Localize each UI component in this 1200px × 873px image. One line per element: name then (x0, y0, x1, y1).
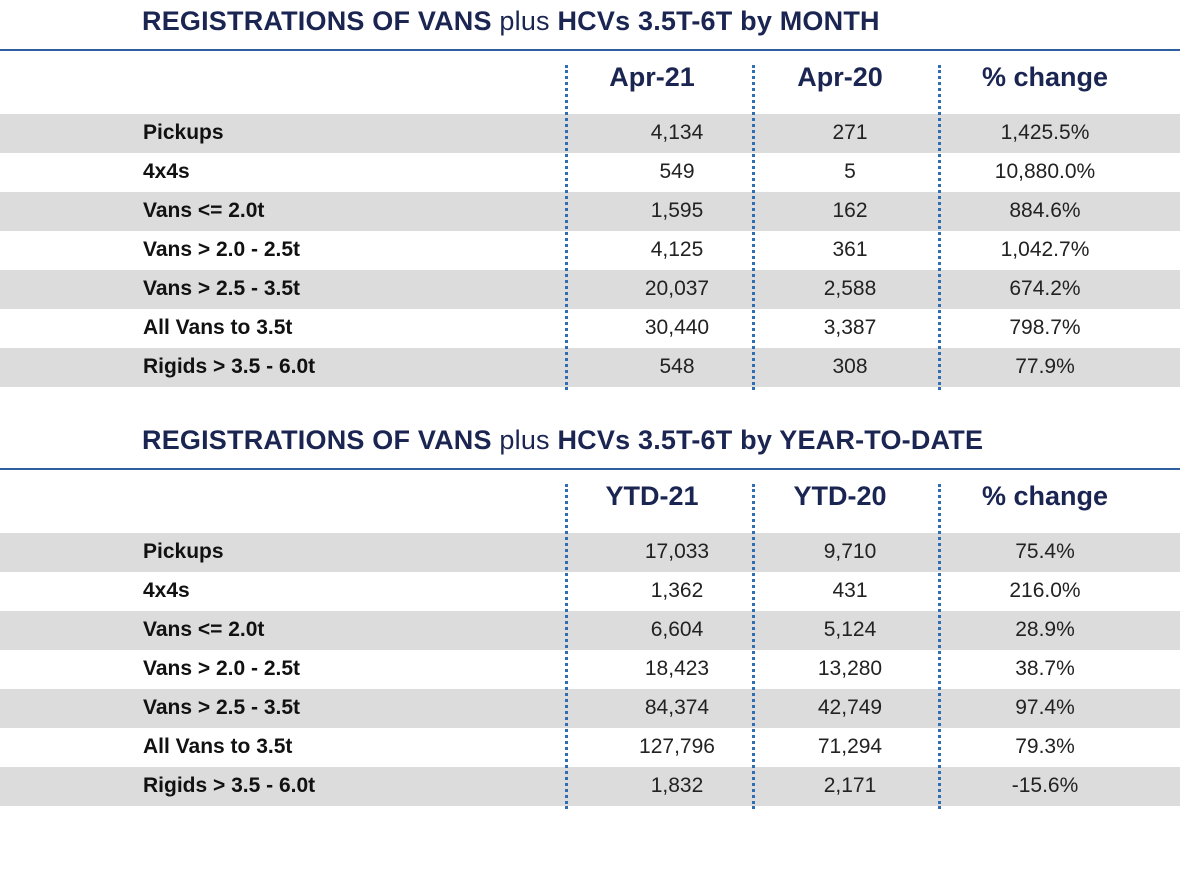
table-cell: 1,362 (650, 579, 704, 602)
table-row (0, 231, 1180, 270)
table-cell: 4,125 (650, 238, 704, 261)
table-cell: 162 (832, 199, 868, 222)
table-row (0, 689, 1180, 728)
title-part-1: REGISTRATIONS OF VANS (142, 6, 492, 36)
table-cell: 1,832 (650, 774, 704, 797)
table-cell: 17,033 (644, 540, 710, 563)
table-cell: 13,280 (817, 657, 883, 680)
column-header: Apr-21 (609, 62, 695, 92)
table-cell: 97.4% (1015, 696, 1075, 719)
column-header: Apr-20 (797, 62, 883, 92)
table-row (0, 153, 1180, 192)
row-label: All Vans to 3.5t (143, 316, 293, 339)
title-part-3: HCVs 3.5T-6T by YEAR-TO-DATE (557, 425, 984, 455)
table-cell: 2,588 (823, 277, 877, 300)
table-cell: 431 (832, 579, 868, 602)
table-row (0, 572, 1180, 611)
title-rule (0, 468, 1180, 470)
title-part-2: plus (499, 425, 550, 455)
table-row (0, 533, 1180, 572)
table-cell: 798.7% (1009, 316, 1081, 339)
table-cell: 1,042.7% (1000, 238, 1090, 261)
table-cell: 549 (659, 160, 695, 183)
table-cell: 71,294 (817, 735, 883, 758)
table-cell: -15.6% (1011, 774, 1079, 797)
table-row (0, 728, 1180, 767)
table-cell: 3,387 (823, 316, 877, 339)
table-cell: 5,124 (823, 618, 877, 641)
row-label: All Vans to 3.5t (143, 735, 293, 758)
column-divider (565, 484, 568, 809)
table-cell: 42,749 (817, 696, 883, 719)
row-label: 4x4s (143, 160, 190, 183)
table-cell: 9,710 (823, 540, 877, 563)
table-row (0, 611, 1180, 650)
column-divider (938, 484, 941, 809)
table-cell: 5 (844, 160, 856, 183)
table-cell: 271 (832, 121, 868, 144)
table-cell: 6,604 (650, 618, 704, 641)
monthly-table-title (142, 6, 880, 37)
column-header: YTD-21 (605, 481, 699, 511)
column-divider (565, 65, 568, 390)
table-cell: 1,425.5% (1000, 121, 1090, 144)
table-cell: 1,595 (650, 199, 704, 222)
row-label: Vans > 2.5 - 3.5t (143, 696, 301, 719)
table-cell: 77.9% (1015, 355, 1075, 378)
table-row (0, 192, 1180, 231)
column-header: YTD-20 (793, 481, 887, 511)
row-label: Pickups (143, 121, 224, 144)
table-cell: 308 (832, 355, 868, 378)
table-row (0, 767, 1180, 806)
table-row (0, 114, 1180, 153)
column-header: % change (981, 481, 1109, 511)
row-label: Pickups (143, 540, 224, 563)
table-cell: 548 (659, 355, 695, 378)
row-label: Vans > 2.0 - 2.5t (143, 238, 301, 261)
table-cell: 127,796 (639, 735, 715, 758)
row-label: Vans <= 2.0t (143, 618, 265, 641)
table-row (0, 348, 1180, 387)
column-divider (752, 65, 755, 390)
row-label: Rigids > 3.5 - 6.0t (143, 355, 316, 378)
table-cell: 4,134 (650, 121, 704, 144)
table-body (0, 533, 1180, 806)
column-divider (938, 65, 941, 390)
row-label: Vans <= 2.0t (143, 199, 265, 222)
table-cell: 216.0% (1009, 579, 1081, 602)
table-row (0, 309, 1180, 348)
row-label: 4x4s (143, 579, 190, 602)
table-cell: 20,037 (644, 277, 710, 300)
table-cell: 18,423 (644, 657, 710, 680)
table-cell: 10,880.0% (994, 160, 1096, 183)
table-header (0, 62, 1180, 102)
table-cell: 38.7% (1015, 657, 1075, 680)
row-label: Rigids > 3.5 - 6.0t (143, 774, 316, 797)
column-divider (752, 484, 755, 809)
table-row (0, 270, 1180, 309)
title-part-3: HCVs 3.5T-6T by MONTH (557, 6, 880, 36)
table-row (0, 650, 1180, 689)
table-body (0, 114, 1180, 387)
ytd-table-title (142, 425, 983, 456)
title-part-1: REGISTRATIONS OF VANS (142, 425, 492, 455)
table-cell: 884.6% (1009, 199, 1081, 222)
row-label: Vans > 2.5 - 3.5t (143, 277, 301, 300)
table-header (0, 481, 1180, 521)
column-header: % change (981, 62, 1109, 92)
table-cell: 30,440 (644, 316, 710, 339)
title-part-2: plus (499, 6, 550, 36)
table-cell: 75.4% (1015, 540, 1075, 563)
row-label: Vans > 2.0 - 2.5t (143, 657, 301, 680)
table-cell: 2,171 (823, 774, 877, 797)
table-cell: 28.9% (1015, 618, 1075, 641)
table-cell: 361 (832, 238, 868, 261)
table-cell: 84,374 (644, 696, 710, 719)
table-cell: 674.2% (1009, 277, 1081, 300)
table-cell: 79.3% (1015, 735, 1075, 758)
title-rule (0, 49, 1180, 51)
